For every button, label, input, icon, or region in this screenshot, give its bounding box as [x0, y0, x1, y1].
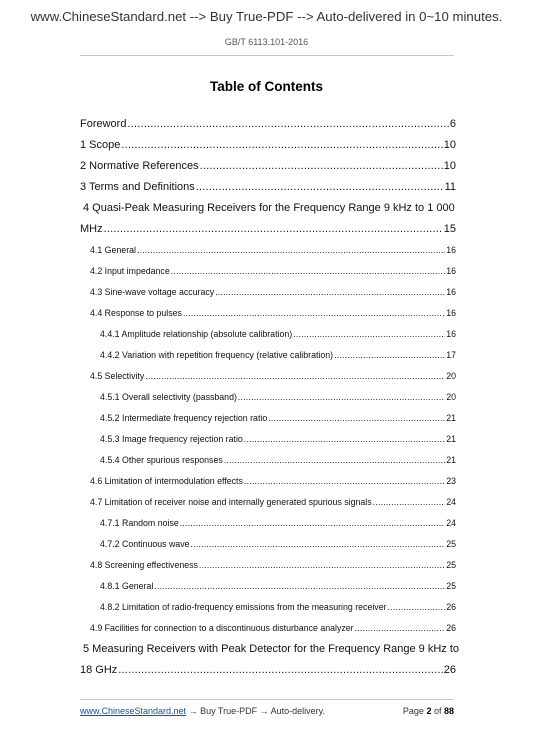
toc-entry-label: 4.5.4 Other spurious responses: [100, 455, 223, 465]
dot-leader: [388, 597, 446, 618]
toc-entry-page: 16: [446, 266, 456, 276]
toc-entry-label: 4.7 Limitation of receiver noise and internally generated spurious signals: [90, 497, 372, 507]
toc-entry-label: 4.2 Input impedance: [90, 266, 170, 276]
toc-entry-label: 4.4 Response to pulses: [90, 308, 182, 318]
dot-leader: [118, 660, 442, 681]
page-indicator: [403, 706, 454, 716]
dot-leader: [373, 492, 446, 513]
toc-entry[interactable]: [80, 240, 456, 261]
toc-entry-label: 4.8.1 General: [100, 581, 154, 591]
page-footer: [80, 706, 454, 716]
toc-entry-page: 26: [446, 623, 456, 633]
toc-entry-page: 11: [444, 181, 456, 193]
toc-entry-page: 17: [446, 350, 456, 360]
toc-entry-page: 25: [446, 560, 456, 570]
toc-entry[interactable]: [80, 492, 456, 513]
dot-leader: [121, 135, 442, 156]
toc-entry[interactable]: [80, 261, 456, 282]
toc-entry[interactable]: [80, 534, 456, 555]
toc-entry-page: 26: [446, 602, 456, 612]
toc-entry-label: 4.8 Screening effectiveness: [90, 560, 198, 570]
dot-leader: [191, 534, 446, 555]
dot-leader: [215, 282, 445, 303]
toc-entry-page: 23: [446, 476, 456, 486]
footer-tagline: → Buy True-PDF → Auto-delivery.: [186, 706, 325, 716]
toc-entry-label: 18 GHz: [80, 664, 118, 676]
toc-entry[interactable]: [80, 156, 456, 177]
page-of-label: of: [431, 706, 444, 716]
toc-entry[interactable]: [80, 450, 456, 471]
toc-entry[interactable]: [80, 597, 456, 618]
toc-entry-label-line1[interactable]: 5 Measuring Receivers with Peak Detector for the Frequency Range 9 kHz to: [83, 643, 460, 655]
standard-id: GB/T 6113.101-2016: [224, 37, 309, 47]
page-total: 88: [443, 706, 454, 716]
footer-divider: [80, 699, 454, 700]
toc-entry[interactable]: [80, 429, 456, 450]
page-current: 2: [426, 706, 432, 716]
toc-entry-page: 10: [443, 139, 456, 151]
toc-entry[interactable]: [80, 555, 456, 576]
toc-entry-label: 4.6 Limitation of intermodulation effects: [90, 476, 243, 486]
toc-entry-label: 1 Scope: [80, 139, 121, 151]
dot-leader: [355, 618, 446, 639]
dot-leader: [334, 345, 445, 366]
toc-entry[interactable]: [80, 387, 456, 408]
toc-entry-label: 4.5 Selectivity: [90, 371, 145, 381]
toc-entry-page: 16: [446, 308, 456, 318]
toc-entry-page: 6: [449, 118, 456, 130]
toc-entry-page: 16: [446, 245, 456, 255]
toc-entry[interactable]: [80, 282, 456, 303]
dot-leader: [224, 450, 445, 471]
page-label: Page: [402, 706, 427, 716]
toc-entry[interactable]: [80, 366, 456, 387]
toc-entry-page: 24: [446, 497, 456, 507]
toc-entry-page: 16: [446, 329, 456, 339]
toc-entry-label-line1[interactable]: 4 Quasi-Peak Measuring Receivers for the Frequency Range 9 kHz to 1 000: [83, 202, 455, 214]
page-title: Table of Contents: [210, 79, 323, 94]
footer-site-link[interactable]: www.ChineseStandard.net: [80, 706, 187, 716]
toc-entry-page: 15: [443, 223, 456, 235]
toc-entry-label: 4.1 General: [90, 245, 136, 255]
dot-leader: [200, 156, 443, 177]
toc-entry-page: 25: [446, 581, 456, 591]
toc-entry-label: MHz: [80, 223, 103, 235]
toc-entry-page: 25: [446, 539, 456, 549]
dot-leader: [137, 240, 445, 261]
dot-leader: [183, 303, 445, 324]
toc-entry[interactable]: [80, 324, 456, 345]
toc-entry-label: 4.7.2 Continuous wave: [100, 539, 190, 549]
toc-entry-label: 4.4.2 Variation with repetition frequency (relative calibration): [100, 350, 334, 360]
toc-entry[interactable]: [80, 177, 456, 198]
dot-leader: [196, 177, 444, 198]
dot-leader: [293, 324, 445, 345]
toc-entry-label: 4.9 Facilities for connection to a discontinuous disturbance analyzer: [90, 623, 354, 633]
toc-entry-page: 26: [443, 664, 456, 676]
toc-entry-label: 2 Normative References: [80, 160, 199, 172]
toc-entry-page: 21: [446, 455, 456, 465]
toc-entry[interactable]: [80, 471, 456, 492]
dot-leader: [104, 219, 443, 240]
header-divider: [80, 55, 454, 56]
toc-entry-page: 21: [446, 434, 456, 444]
dot-leader: [199, 555, 445, 576]
dot-leader: [127, 114, 448, 135]
dot-leader: [244, 429, 445, 450]
toc-entry[interactable]: [80, 135, 456, 156]
toc-entry-label: 4.3 Sine-wave voltage accuracy: [90, 287, 215, 297]
toc-entry[interactable]: [80, 345, 456, 366]
table-of-contents: [80, 114, 460, 681]
toc-entry-label: 3 Terms and Definitions: [80, 181, 195, 193]
toc-entry-label: 4.8.2 Limitation of radio-frequency emissions from the measuring receiver: [100, 602, 387, 612]
toc-entry[interactable]: [80, 303, 456, 324]
toc-entry-page: 16: [446, 287, 456, 297]
toc-entry[interactable]: [80, 408, 456, 429]
toc-entry[interactable]: [80, 618, 456, 639]
dot-leader: [244, 471, 445, 492]
dot-leader: [238, 387, 445, 408]
toc-entry-page: 10: [443, 160, 456, 172]
toc-entry-page: 20: [446, 371, 456, 381]
toc-entry[interactable]: [80, 513, 456, 534]
toc-entry[interactable]: [80, 576, 456, 597]
toc-entry-label: 4.7.1 Random noise: [100, 518, 179, 528]
toc-entry-page: 24: [446, 518, 456, 528]
banner-header: www.ChineseStandard.net --> Buy True-PDF --> Auto-delivered in 0~10 minutes.: [30, 9, 503, 24]
toc-entry[interactable]: [80, 219, 456, 240]
toc-entry-label: 4.5.1 Overall selectivity (passband): [100, 392, 237, 402]
toc-entry-label: Foreword: [80, 118, 127, 130]
toc-entry[interactable]: [80, 660, 456, 681]
dot-leader: [145, 366, 445, 387]
dot-leader: [171, 261, 445, 282]
toc-entry-page: 21: [446, 413, 456, 423]
dot-leader: [268, 408, 445, 429]
dot-leader: [180, 513, 445, 534]
dot-leader: [154, 576, 445, 597]
toc-entry-label: 4.5.2 Intermediate frequency rejection ratio: [100, 413, 268, 423]
toc-entry-label: 4.4.1 Amplitude relationship (absolute calibration): [100, 329, 293, 339]
toc-entry-label: 4.5.3 Image frequency rejection ratio: [100, 434, 243, 444]
toc-entry-page: 20: [446, 392, 456, 402]
toc-entry[interactable]: [80, 114, 456, 135]
